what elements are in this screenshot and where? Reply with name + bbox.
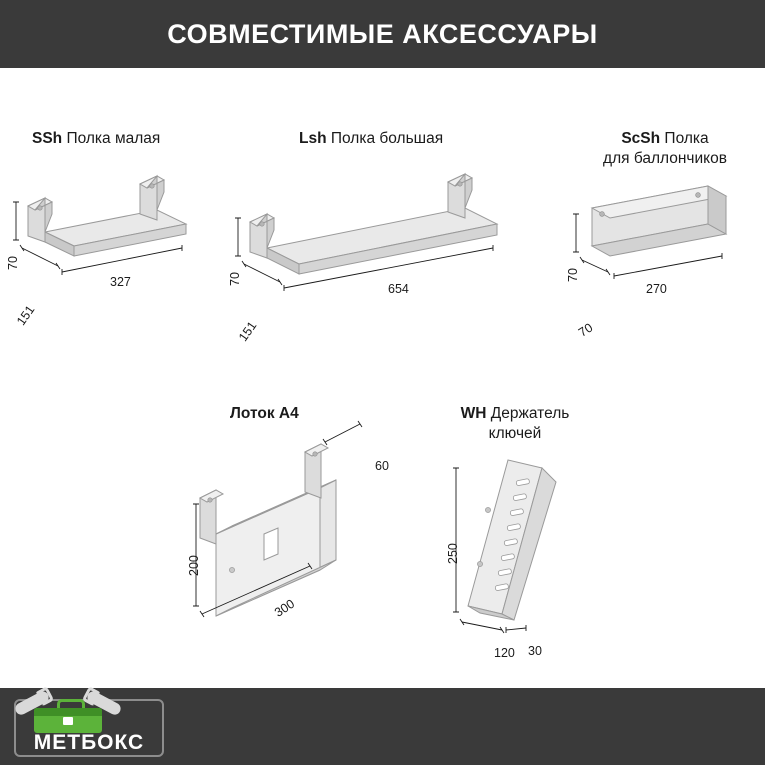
item-scsh-name: Полка — [664, 130, 709, 147]
item-lsh-label — [299, 129, 443, 149]
item-scsh-label — [575, 129, 755, 169]
item-scsh-name2: для баллончиков — [603, 150, 727, 167]
item-tray-name: А4 — [278, 405, 299, 422]
item-scsh-dim-depth: 70 — [576, 320, 596, 340]
item-lsh-name: Полка большая — [330, 130, 444, 147]
item-wh — [410, 398, 630, 660]
toolbox-icon — [34, 699, 102, 733]
item-scsh — [550, 120, 765, 340]
item-ssh-name: Полка малая — [66, 130, 161, 147]
item-ssh — [0, 120, 240, 329]
item-ssh-dim-height: 70 — [6, 256, 20, 270]
item-tray-dim-width: 300 — [272, 596, 298, 620]
item-ssh-label — [32, 129, 160, 149]
item-scsh-dim-height: 70 — [566, 268, 580, 282]
item-lsh-drawing — [225, 180, 555, 320]
page-title: СОВМЕСТИМЫЕ АКСЕССУАРЫ — [167, 18, 598, 49]
item-wh-dim-depth: 30 — [528, 644, 542, 658]
item-tray-dim-depth: 60 — [375, 459, 389, 473]
item-tray — [160, 398, 410, 628]
footer-bar — [0, 688, 765, 765]
brand-logo — [8, 695, 170, 759]
item-lsh-dim-height: 70 — [228, 272, 242, 286]
item-tray-label — [230, 404, 299, 424]
item-lsh — [225, 120, 555, 345]
item-wh-dim-height: 250 — [446, 543, 460, 564]
item-lsh-code: Lsh — [299, 130, 327, 147]
header-bar — [0, 0, 765, 68]
item-tray-dim-height: 200 — [187, 555, 201, 576]
item-scsh-code: ScSh — [621, 130, 661, 147]
item-ssh-dim-width: 327 — [110, 275, 131, 289]
item-wh-dim-width: 120 — [494, 646, 515, 660]
item-ssh-code: SSh — [32, 130, 63, 147]
item-ssh-dim-depth: 151 — [14, 302, 38, 329]
item-wh-code: WH — [460, 405, 487, 422]
item-ssh-drawing — [0, 180, 240, 320]
item-wh-name: Держатель — [490, 405, 570, 422]
logo-text: МЕТБОКС — [33, 730, 145, 754]
item-tray-code: Лоток — [230, 405, 275, 422]
item-scsh-drawing — [550, 180, 765, 320]
item-wh-name2: ключей — [488, 425, 542, 442]
item-lsh-dim-depth: 151 — [236, 318, 260, 345]
item-lsh-dim-width: 654 — [388, 282, 409, 296]
item-scsh-dim-width: 270 — [646, 282, 667, 296]
item-wh-drawing — [410, 438, 630, 638]
